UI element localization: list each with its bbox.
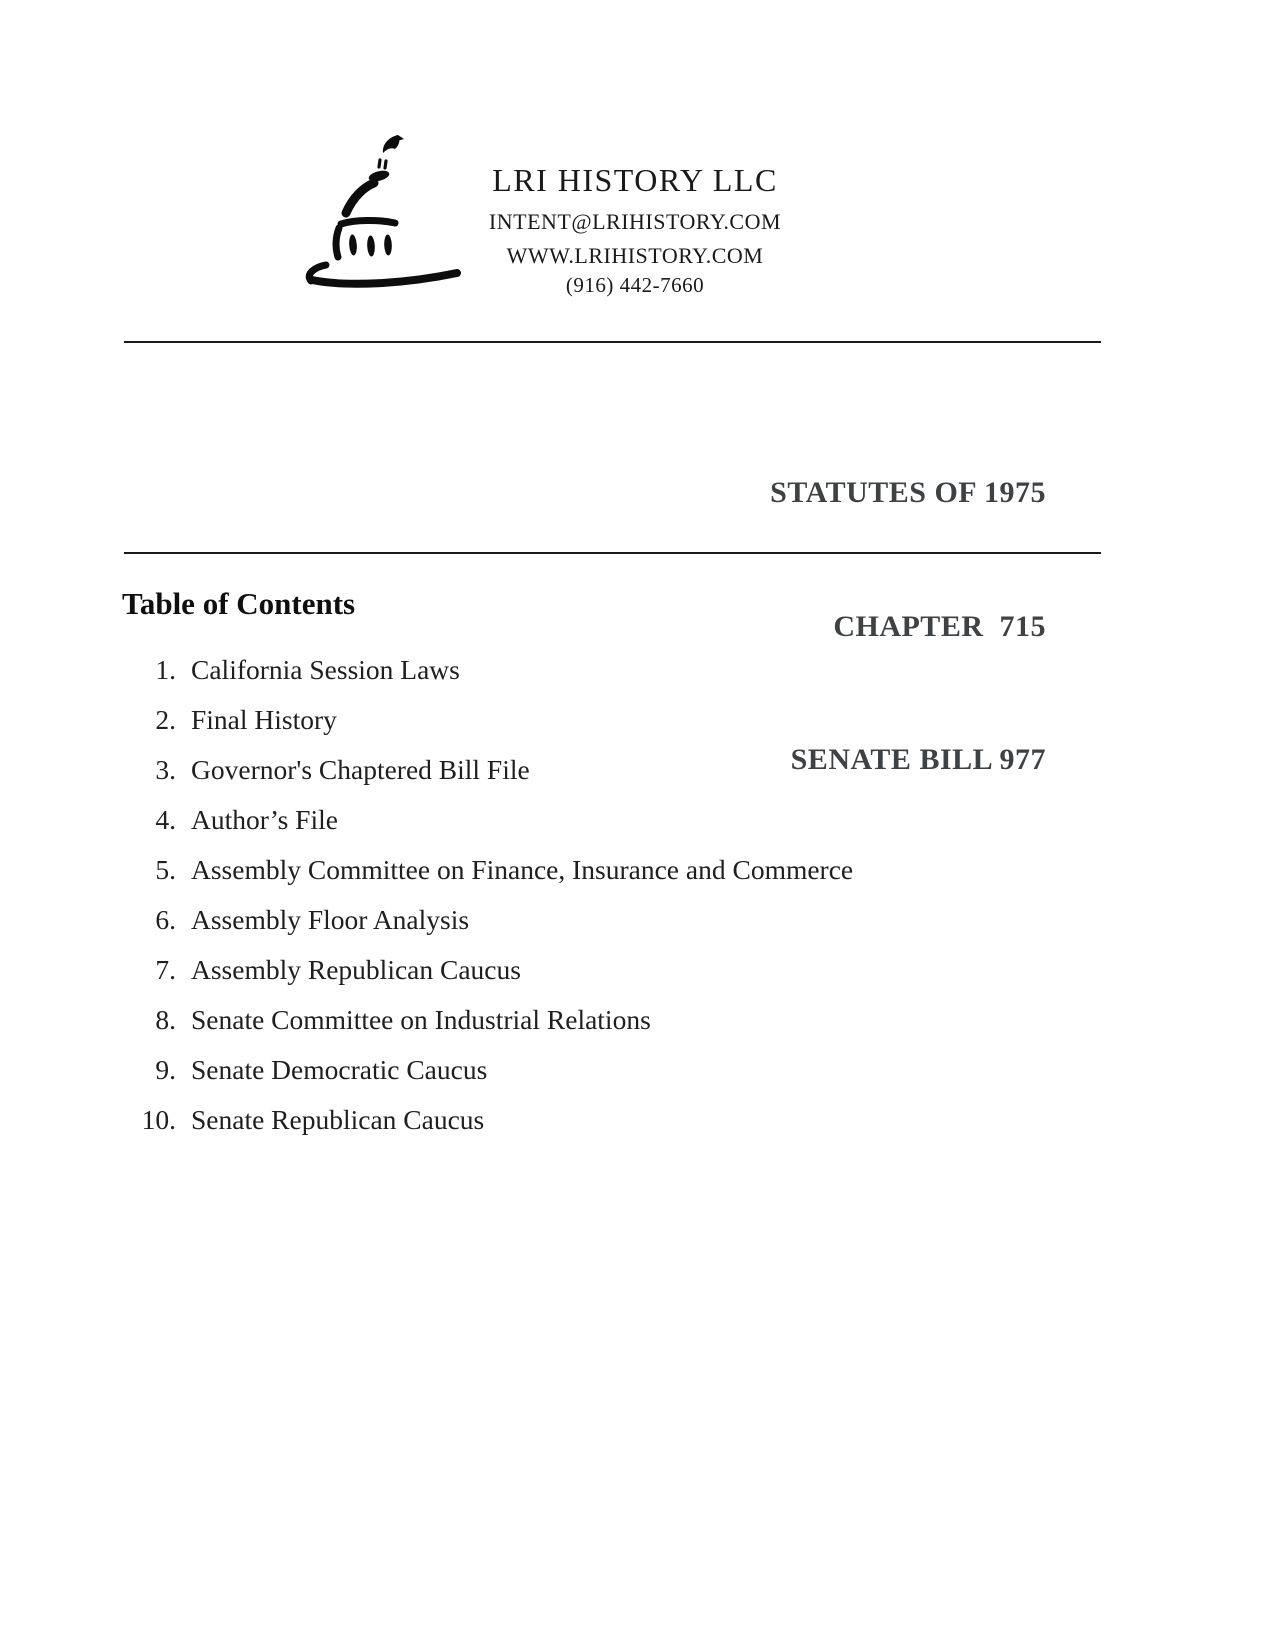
logo-column-dot <box>384 234 392 255</box>
toc-item <box>0 795 1276 845</box>
logo-flag <box>383 135 400 153</box>
toc-item-label: Assembly Committee on Finance, Insurance and Commerce <box>191 854 854 885</box>
toc-item-number: 2. <box>155 704 176 735</box>
toc-item-label: Senate Democratic Caucus <box>191 1054 488 1085</box>
logo-ticks <box>385 161 386 168</box>
toc-item <box>0 945 1276 995</box>
toc-item-label: Senate Committee on Industrial Relations <box>191 1004 651 1035</box>
toc-item <box>0 645 1276 695</box>
toc-item-label: Assembly Republican Caucus <box>191 954 521 985</box>
toc-item <box>0 1045 1276 1095</box>
toc-item-number: 6. <box>155 904 176 935</box>
toc-item-number: 7. <box>155 954 176 985</box>
toc-item <box>0 895 1276 945</box>
toc-item-number: 3. <box>155 754 176 785</box>
toc-item-number: 8. <box>155 1004 176 1035</box>
toc-item-label: Assembly Floor Analysis <box>191 904 470 935</box>
divider-bottom <box>124 552 1101 554</box>
toc-item <box>0 745 1276 795</box>
logo-flag-tip <box>397 135 404 141</box>
company-website: WWW.LRIHISTORY.COM <box>506 243 764 268</box>
company-phone: (916) 442-7660 <box>565 273 705 297</box>
toc-item-label: California Session Laws <box>191 654 460 685</box>
logo-pillar-stroke <box>336 228 339 257</box>
statute-chapter-line: CHAPTER 715 <box>833 609 1046 643</box>
logo-dome-stroke <box>346 183 374 213</box>
statute-bill-line: SENATE BILL 977 <box>790 743 1046 776</box>
company-email: INTENT@LRIHISTORY.COM <box>488 209 782 234</box>
toc-item <box>0 995 1276 1045</box>
logo-ticks <box>379 160 380 167</box>
toc-item-label: Governor's Chaptered Bill File <box>191 754 530 785</box>
divider-top <box>124 341 1101 343</box>
logo-column-dot <box>348 234 357 255</box>
toc-item-number: 1. <box>155 654 176 685</box>
toc-title: Table of Contents <box>122 586 356 621</box>
toc-item-number: 9. <box>155 1054 176 1085</box>
toc-item-number: 4. <box>155 804 176 835</box>
toc-item-label: Author’s File <box>191 804 338 835</box>
statute-year-line: STATUTES OF 1975 <box>770 476 1046 509</box>
toc-item-label: Senate Republican Caucus <box>191 1104 485 1135</box>
toc-item-number: 10. <box>141 1104 176 1135</box>
toc-item-number: 5. <box>155 854 176 885</box>
toc-item <box>0 845 1276 895</box>
logo-column-dot <box>367 235 376 256</box>
logo-dome-base <box>341 220 395 224</box>
toc-list <box>0 645 1276 1145</box>
toc-item <box>0 695 1276 745</box>
toc-item-label: Final History <box>191 704 337 735</box>
toc-item <box>0 1095 1276 1145</box>
company-name: LRI HISTORY LLC <box>492 162 778 198</box>
